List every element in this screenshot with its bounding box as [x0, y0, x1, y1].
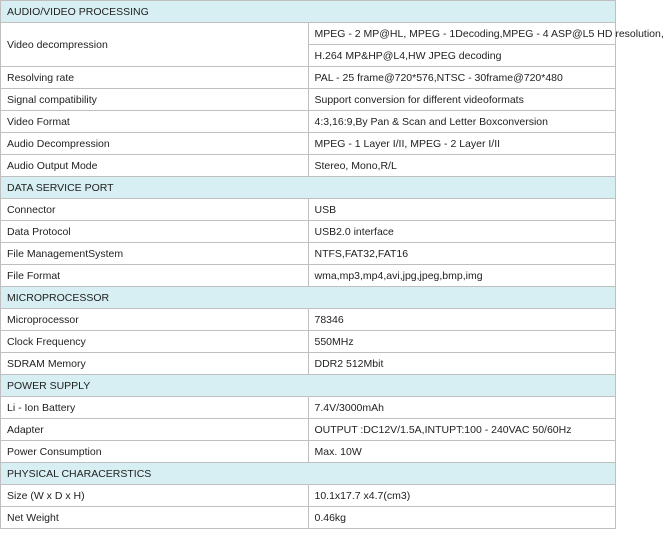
spec-label: Video decompression	[1, 23, 309, 67]
spec-row-clock-frequency	[1, 331, 616, 353]
spec-value: 0.46kg	[308, 507, 616, 529]
spec-row-sdram-memory	[1, 353, 616, 375]
spec-row-video-decompression	[1, 23, 616, 45]
spec-label: Microprocessor	[1, 309, 309, 331]
spec-label: Adapter	[1, 419, 309, 441]
spec-row-battery	[1, 397, 616, 419]
spec-value: OUTPUT :DC12V/1.5A,INTUPT:100 - 240VAC 50/60Hz	[308, 419, 616, 441]
spec-row-audio-output-mode	[1, 155, 616, 177]
section-header-power	[1, 375, 616, 397]
spec-label: Video Format	[1, 111, 309, 133]
spec-label: File ManagementSystem	[1, 243, 309, 265]
spec-row-adapter	[1, 419, 616, 441]
spec-value: 4:3,16:9,By Pan & Scan and Letter Boxconversion	[308, 111, 616, 133]
section-header-data-port	[1, 177, 616, 199]
spec-row-file-management	[1, 243, 616, 265]
spec-row-data-protocol	[1, 221, 616, 243]
spec-row-video-format	[1, 111, 616, 133]
spec-value: wma,mp3,mp4,avi,jpg,jpeg,bmp,img	[308, 265, 616, 287]
spec-value: Support conversion for different videoformats	[308, 89, 616, 111]
spec-row-net-weight	[1, 507, 616, 529]
section-title: PHYSICAL CHARACERSTICS	[1, 463, 616, 485]
spec-value: USB	[308, 199, 616, 221]
spec-value: Stereo, Mono,R/L	[308, 155, 616, 177]
spec-label: Data Protocol	[1, 221, 309, 243]
spec-value: 7.4V/3000mAh	[308, 397, 616, 419]
spec-label: Size (W x D x H)	[1, 485, 309, 507]
section-title: AUDIO/VIDEO PROCESSING	[1, 1, 616, 23]
section-header-microprocessor	[1, 287, 616, 309]
spec-row-signal-compatibility	[1, 89, 616, 111]
spec-row-power-consumption	[1, 441, 616, 463]
spec-label: Audio Decompression	[1, 133, 309, 155]
section-title: MICROPROCESSOR	[1, 287, 616, 309]
spec-value: PAL - 25 frame@720*576,NTSC - 30frame@720*480	[308, 67, 616, 89]
spec-value: MPEG - 1 Layer I/II, MPEG - 2 Layer I/II	[308, 133, 616, 155]
spec-label: Clock Frequency	[1, 331, 309, 353]
spec-row-file-format	[1, 265, 616, 287]
spec-label: Li - Ion Battery	[1, 397, 309, 419]
spec-value: MPEG - 2 MP@HL, MPEG - 1Decoding,MPEG - 4 ASP@L5 HD resolution,	[308, 23, 616, 45]
spec-value: 10.1x17.7 x4.7(cm3)	[308, 485, 616, 507]
spec-value: H.264 MP&HP@L4,HW JPEG decoding	[308, 45, 616, 67]
section-title: DATA SERVICE PORT	[1, 177, 616, 199]
spec-label: Signal compatibility	[1, 89, 309, 111]
section-header-physical	[1, 463, 616, 485]
spec-value: NTFS,FAT32,FAT16	[308, 243, 616, 265]
spec-value: USB2.0 interface	[308, 221, 616, 243]
spec-label: Power Consumption	[1, 441, 309, 463]
spec-value: 550MHz	[308, 331, 616, 353]
spec-label: File Format	[1, 265, 309, 287]
section-title: POWER SUPPLY	[1, 375, 616, 397]
spec-row-audio-decompression	[1, 133, 616, 155]
spec-row-connector	[1, 199, 616, 221]
spec-label: Connector	[1, 199, 309, 221]
spec-row-resolving-rate	[1, 67, 616, 89]
section-header-av	[1, 1, 616, 23]
spec-label: SDRAM Memory	[1, 353, 309, 375]
spec-row-microprocessor	[1, 309, 616, 331]
spec-value: 78346	[308, 309, 616, 331]
spec-value: Max. 10W	[308, 441, 616, 463]
spec-label: Resolving rate	[1, 67, 309, 89]
spec-label: Net Weight	[1, 507, 309, 529]
spec-label: Audio Output Mode	[1, 155, 309, 177]
spec-value: DDR2 512Mbit	[308, 353, 616, 375]
spec-row-size	[1, 485, 616, 507]
